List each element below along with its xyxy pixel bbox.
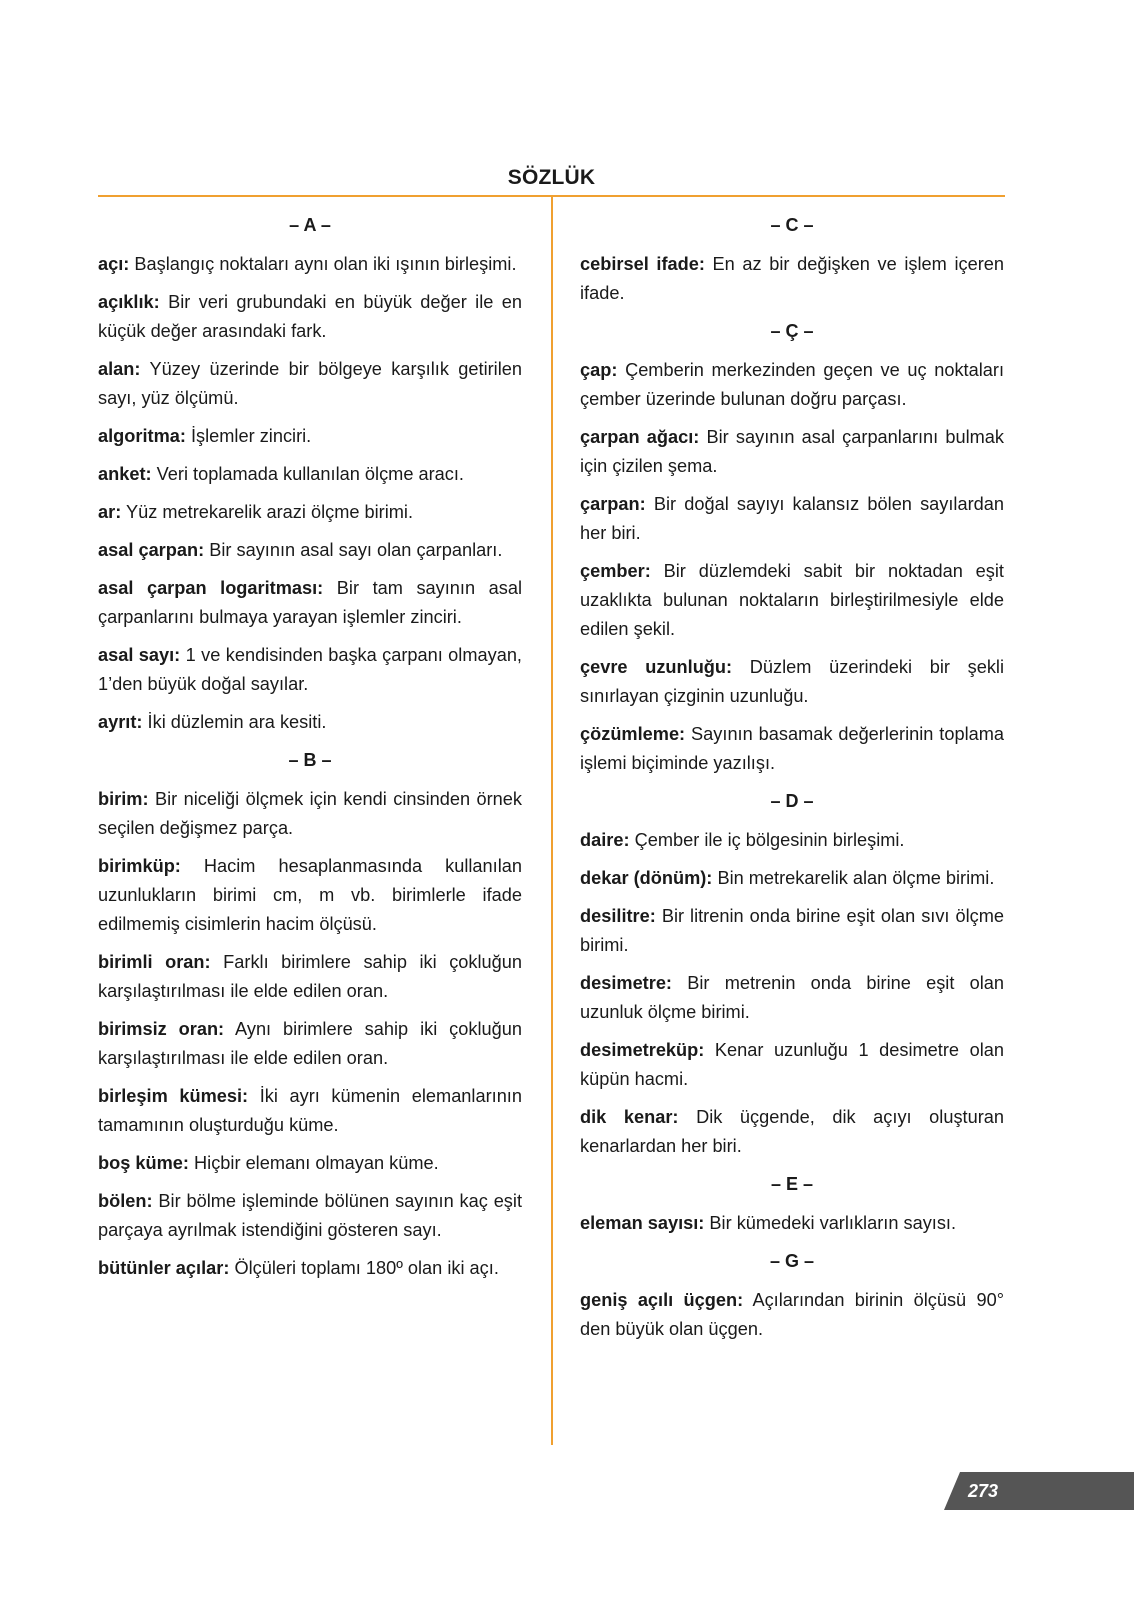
- glossary-entry: [580, 826, 1004, 855]
- section-letter-heading: – D –: [770, 791, 814, 811]
- glossary-definition: Bir veri grubundaki en büyük değer ile en küçük değer arasındaki fark.: [98, 292, 522, 341]
- page-number: 273: [968, 1481, 999, 1501]
- glossary-entry: [98, 1254, 522, 1283]
- glossary-term: çap:: [580, 360, 618, 380]
- glossary-term: açıklık:: [98, 292, 160, 312]
- glossary-term: boş küme:: [98, 1153, 189, 1173]
- glossary-term: asal çarpan:: [98, 540, 205, 560]
- glossary-definition: Başlangıç noktaları aynı olan iki ışının birleşimi.: [134, 254, 517, 274]
- glossary-entry: [98, 288, 522, 346]
- glossary-term: birimsiz oran:: [98, 1019, 225, 1039]
- glossary-term: eleman sayısı:: [580, 1213, 705, 1233]
- glossary-entry: [98, 852, 522, 939]
- glossary-entry: [580, 1036, 1004, 1094]
- glossary-term: birim:: [98, 789, 149, 809]
- column-divider: [551, 197, 553, 1445]
- glossary-definition: Düzlem üzerindeki bir şekli sınırlayan çizginin uzunluğu.: [580, 657, 1004, 706]
- glossary-term: birimli oran:: [98, 952, 211, 972]
- section-letter-heading: – C –: [770, 215, 814, 235]
- glossary-entry: [580, 1103, 1004, 1161]
- glossary-term: dekar (dönüm):: [580, 868, 713, 888]
- glossary-entry: [98, 250, 522, 279]
- glossary-definition: Bir litrenin onda birine eşit olan sıvı ölçme birimi.: [580, 906, 1004, 955]
- glossary-entry: [580, 864, 1004, 893]
- glossary-term: asal çarpan logaritması:: [98, 578, 324, 598]
- glossary-term: asal sayı:: [98, 645, 181, 665]
- glossary-term: alan:: [98, 359, 141, 379]
- glossary-definition: Bir niceliği ölçmek için kendi cinsinden örnek seçilen değişmez parça.: [98, 789, 522, 838]
- section-letter-heading: – E –: [770, 1174, 814, 1194]
- glossary-entry: [98, 1187, 522, 1245]
- glossary-term: desimetreküp:: [580, 1040, 705, 1060]
- section-letter-heading: – B –: [288, 750, 332, 770]
- glossary-term: çarpan:: [580, 494, 646, 514]
- glossary-term: ar:: [98, 502, 122, 522]
- glossary-term: daire:: [580, 830, 630, 850]
- glossary-definition: Aynı birimlere sahip iki çokluğun karşılaştırılması ile elde edilen oran.: [98, 1019, 522, 1068]
- glossary-entry: [580, 902, 1004, 960]
- glossary-entry: [580, 250, 1004, 308]
- glossary-term: desimetre:: [580, 973, 672, 993]
- glossary-term: çarpan ağacı:: [580, 427, 700, 447]
- glossary-definition: Ölçüleri toplamı 180º olan iki açı.: [234, 1258, 499, 1278]
- glossary-entry: [98, 536, 522, 565]
- glossary-definition: Farklı birimlere sahip iki çokluğun karşılaştırılması ile elde edilen oran.: [98, 952, 523, 1001]
- glossary-entry: [580, 653, 1004, 711]
- glossary-entry: [580, 1286, 1004, 1344]
- glossary-entry: [580, 557, 1004, 644]
- glossary-term: birimküp:: [98, 856, 181, 876]
- glossary-term: desilitre:: [580, 906, 656, 926]
- glossary-definition: Kenar uzunluğu 1 desimetre olan küpün hacmi.: [580, 1040, 1004, 1089]
- glossary-entry: [98, 355, 522, 413]
- glossary-definition: Bir metrenin onda birine eşit olan uzunluk ölçme birimi.: [580, 973, 1004, 1022]
- glossary-entry: [580, 356, 1004, 414]
- glossary-definition: İki ayrı kümenin elemanlarının tamamının oluşturduğu küme.: [98, 1086, 522, 1135]
- glossary-term: ayrıt:: [98, 712, 143, 732]
- glossary-definition: İki düzlemin ara kesiti.: [147, 712, 327, 732]
- glossary-entry: [98, 1015, 522, 1073]
- glossary-definition: Hiçbir elemanı olmayan küme.: [194, 1153, 439, 1173]
- glossary-term: açı:: [98, 254, 130, 274]
- glossary-entry: [98, 498, 522, 527]
- glossary-definition: Bir sayının asal çarpanlarını bulmak için çizilen şema.: [580, 427, 1004, 476]
- glossary-entry: [580, 1209, 1004, 1238]
- glossary-definition: Sayının basamak değerlerinin toplama işlemi biçiminde yazılışı.: [580, 724, 1004, 773]
- glossary-entry: [98, 1082, 522, 1140]
- section-letter-heading: – G –: [769, 1251, 815, 1271]
- glossary-definition: Çember ile iç bölgesinin birleşimi.: [634, 830, 905, 850]
- glossary-definition: Bir düzlemdeki sabit bir noktadan eşit uzaklıkta bulunan noktaların birleştirilmesiyle elde edilen şekil.: [580, 561, 1004, 639]
- glossary-term: bölen:: [98, 1191, 153, 1211]
- glossary-definition: En az bir değişken ve işlem içeren ifade.: [580, 254, 1004, 303]
- glossary-entry: [580, 969, 1004, 1027]
- glossary-entry: [98, 1149, 522, 1178]
- glossary-definition: Bir doğal sayıyı kalansız bölen sayılardan her biri.: [580, 494, 1004, 543]
- glossary-definition: İşlemler zinciri.: [190, 426, 312, 446]
- glossary-definition: Bir kümedeki varlıkların sayısı.: [709, 1213, 957, 1233]
- glossary-definition: Hacim hesaplanmasında kullanılan uzunlukların birimi cm, m vb. birimlerle ifade edilmemiş cisimlerin hacim ölçüsü.: [98, 856, 522, 934]
- glossary-definition: Bin metrekarelik alan ölçme birimi.: [717, 868, 995, 888]
- glossary-definition: Bir sayının asal sayı olan çarpanları.: [209, 540, 503, 560]
- glossary-term: geniş açılı üçgen:: [580, 1290, 744, 1310]
- glossary-left-column: [98, 207, 522, 1292]
- glossary-term: çözümleme:: [580, 724, 686, 744]
- glossary-term: cebirsel ifade:: [580, 254, 705, 274]
- glossary-definition: Yüzey üzerinde bir bölgeye karşılık getirilen sayı, yüz ölçümü.: [98, 359, 522, 408]
- glossary-definition: Veri toplamada kullanılan ölçme aracı.: [156, 464, 464, 484]
- glossary-entry: [98, 460, 522, 489]
- glossary-entry: [98, 574, 522, 632]
- glossary-definition: Bir tam sayının asal çarpanlarını bulmaya yarayan işlemler zinciri.: [98, 578, 522, 627]
- glossary-entry: [98, 785, 522, 843]
- glossary-entry: [580, 423, 1004, 481]
- glossary-definition: 1 ve kendisinden başka çarpanı olmayan, 1’den büyük doğal sayılar.: [98, 645, 522, 694]
- glossary-term: dik kenar:: [580, 1107, 679, 1127]
- glossary-right-column: [580, 207, 1004, 1353]
- glossary-term: algoritma:: [98, 426, 186, 446]
- glossary-term: bütünler açılar:: [98, 1258, 230, 1278]
- glossary-entry: [580, 490, 1004, 548]
- glossary-term: birleşim kümesi:: [98, 1086, 249, 1106]
- glossary-term: çevre uzunluğu:: [580, 657, 733, 677]
- glossary-definition: Dik üçgende, dik açıyı oluşturan kenarlardan her biri.: [580, 1107, 1005, 1156]
- glossary-definition: Bir bölme işleminde bölünen sayının kaç eşit parçaya ayrılmak istendiğini gösteren sayı.: [98, 1191, 522, 1240]
- page-title: SÖZLÜK: [507, 166, 596, 189]
- glossary-definition: Çemberin merkezinden geçen ve uç noktaları çember üzerinde bulunan doğru parçası.: [580, 360, 1004, 409]
- section-letter-heading: – Ç –: [770, 321, 814, 341]
- glossary-entry: [580, 720, 1004, 778]
- glossary-term: çember:: [580, 561, 651, 581]
- glossary-entry: [98, 422, 522, 451]
- glossary-definition: Açılarından birinin ölçüsü 90° den büyük olan üçgen.: [580, 1290, 1004, 1339]
- glossary-entry: [98, 708, 522, 737]
- glossary-entry: [98, 641, 522, 699]
- section-letter-heading: – A –: [289, 215, 331, 235]
- glossary-term: anket:: [98, 464, 152, 484]
- glossary-definition: Yüz metrekarelik arazi ölçme birimi.: [125, 502, 414, 522]
- glossary-entry: [98, 948, 522, 1006]
